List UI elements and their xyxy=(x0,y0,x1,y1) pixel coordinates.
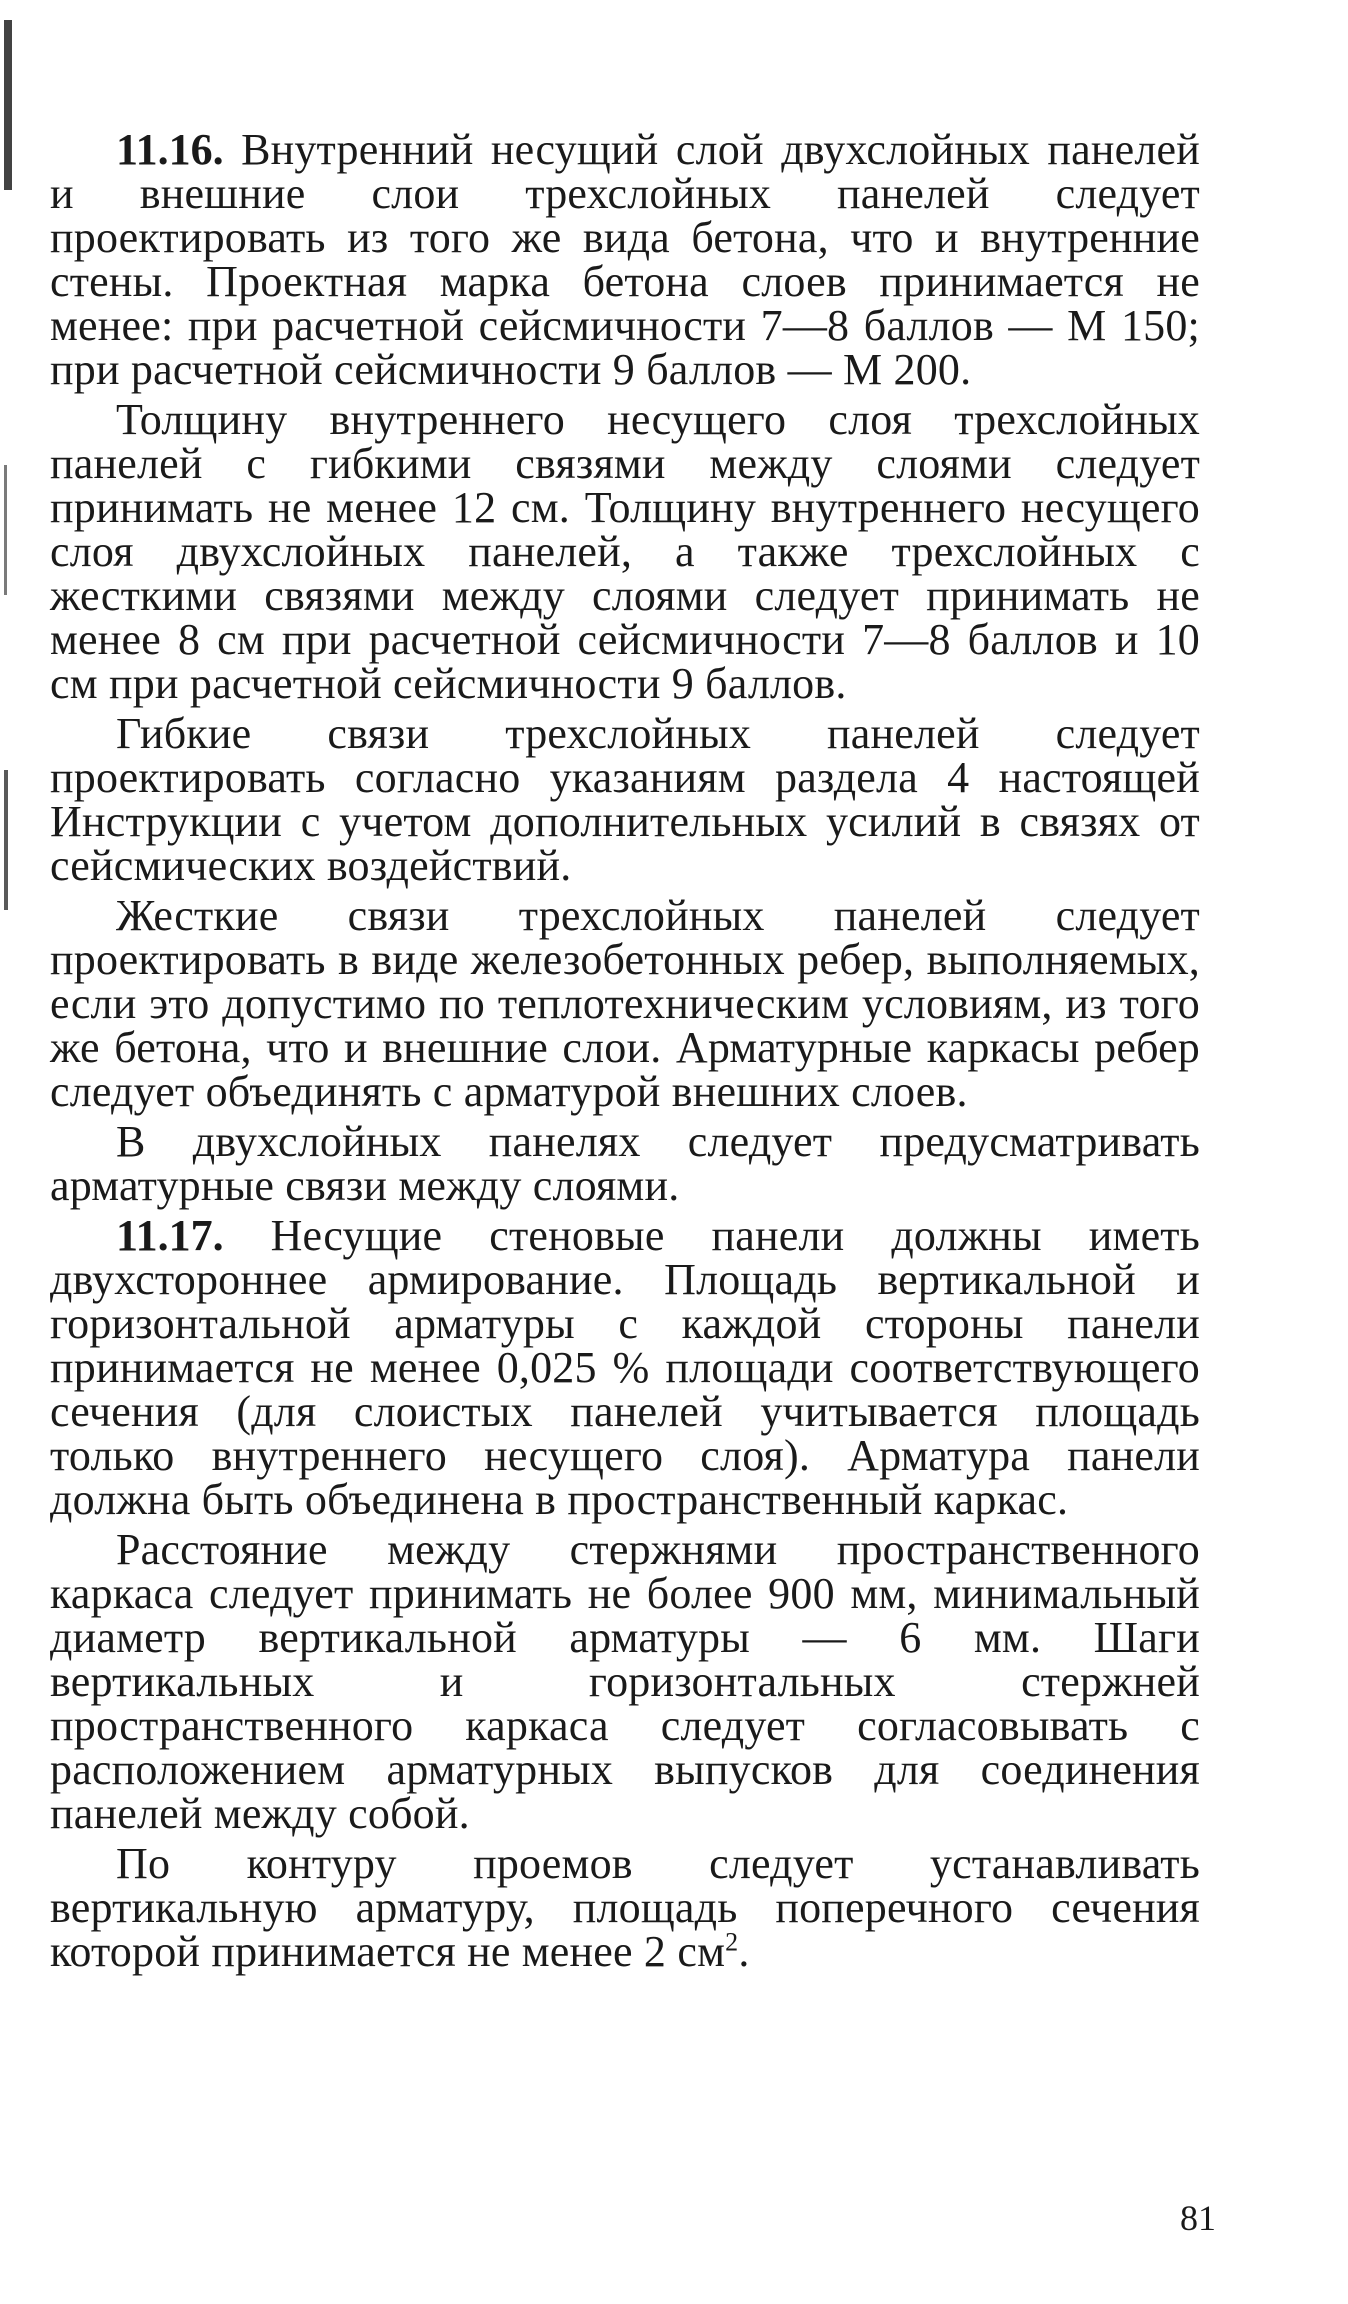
paragraph-text: Гибкие связи трехслойных панелей следует проектировать согласно указаниям раздела 4 настоящей Инструкции с учетом дополнительных усилий в связях от сейсмических воздействий. xyxy=(50,709,1200,890)
scan-edge-mark xyxy=(4,770,8,910)
paragraph-flexible-ties xyxy=(50,709,1200,890)
paragraph-bar-spacing xyxy=(50,1525,1200,1838)
superscript: 2 xyxy=(725,1927,739,1957)
paragraph-two-layer-ties xyxy=(50,1117,1200,1210)
paragraph-11-17 xyxy=(50,1211,1201,1524)
paragraph-openings xyxy=(50,1839,1200,1976)
paragraph-text: Жесткие связи трехслойных панелей следует проектировать в виде железобетонных ребер, выполняемых, если это допустимо по теплотехническим условиям, из того же бетона, что и внешние слои. Арматурные каркасы ребер следует объединять с арматурой внешних слоев. xyxy=(50,891,1200,1116)
clause-number: 11.17. xyxy=(116,1211,224,1260)
paragraph-text: Внутренний несущий слой двухслойных панелей и внешние слои трехслойных панелей следует проектировать из того же вида бетона, что и внутренние стены. Проектная марка бетона слоев принимается не менее: при расчетной сейсмичности 7—8 баллов — М 150; при расчетной сейсмичности 9 баллов — М 200. xyxy=(50,125,1200,394)
paragraph-11-16 xyxy=(50,125,1200,394)
page-number: 81 xyxy=(1180,2198,1216,2238)
paragraph-layer-thickness xyxy=(50,395,1200,708)
paragraph-tail: . xyxy=(738,1927,750,1976)
paragraph-text: Расстояние между стержнями пространственного каркаса следует принимать не более 900 мм, минимальный диаметр вертикальной арматуры — 6 мм. Шаги вертикальных и горизонтальных стержней пространственного каркаса следует согласовывать с расположением арматурных выпусков для соединения панелей между собой. xyxy=(50,1525,1200,1838)
clause-number: 11.16. xyxy=(116,125,224,174)
scan-edge-mark xyxy=(4,465,7,595)
paragraph-text: Толщину внутреннего несущего слоя трехслойных панелей с гибкими связями между слоями следует принимать не менее 12 см. Толщину внутреннего несущего слоя двухслойных панелей, а также трехслойных с жесткими связями между слоями следует принимать не менее 8 см при расчетной сейсмичности 7—8 баллов и 10 см при расчетной сейсмичности 9 баллов. xyxy=(50,395,1200,708)
scan-edge-mark xyxy=(4,20,12,190)
paragraph-text: По контуру проемов следует устанавливать вертикальную арматуру, площадь поперечного сечения которой принимается не менее 2 см xyxy=(50,1839,1200,1976)
paragraph-rigid-ties xyxy=(50,891,1200,1116)
paragraph-text: В двухслойных панелях следует предусматривать арматурные связи между слоями. xyxy=(50,1117,1200,1210)
body-text xyxy=(50,125,1201,1980)
paragraph-text: Несущие стеновые панели должны иметь двухстороннее армирование. Площадь вертикальной и горизонтальной арматуры с каждой стороны панели принимается не менее 0,025 % площади соответствующего сечения (для слоистых панелей учитывается площадь только внутреннего несущего слоя). Арматура панели должна быть объединена в пространственный каркас. xyxy=(50,1211,1201,1524)
